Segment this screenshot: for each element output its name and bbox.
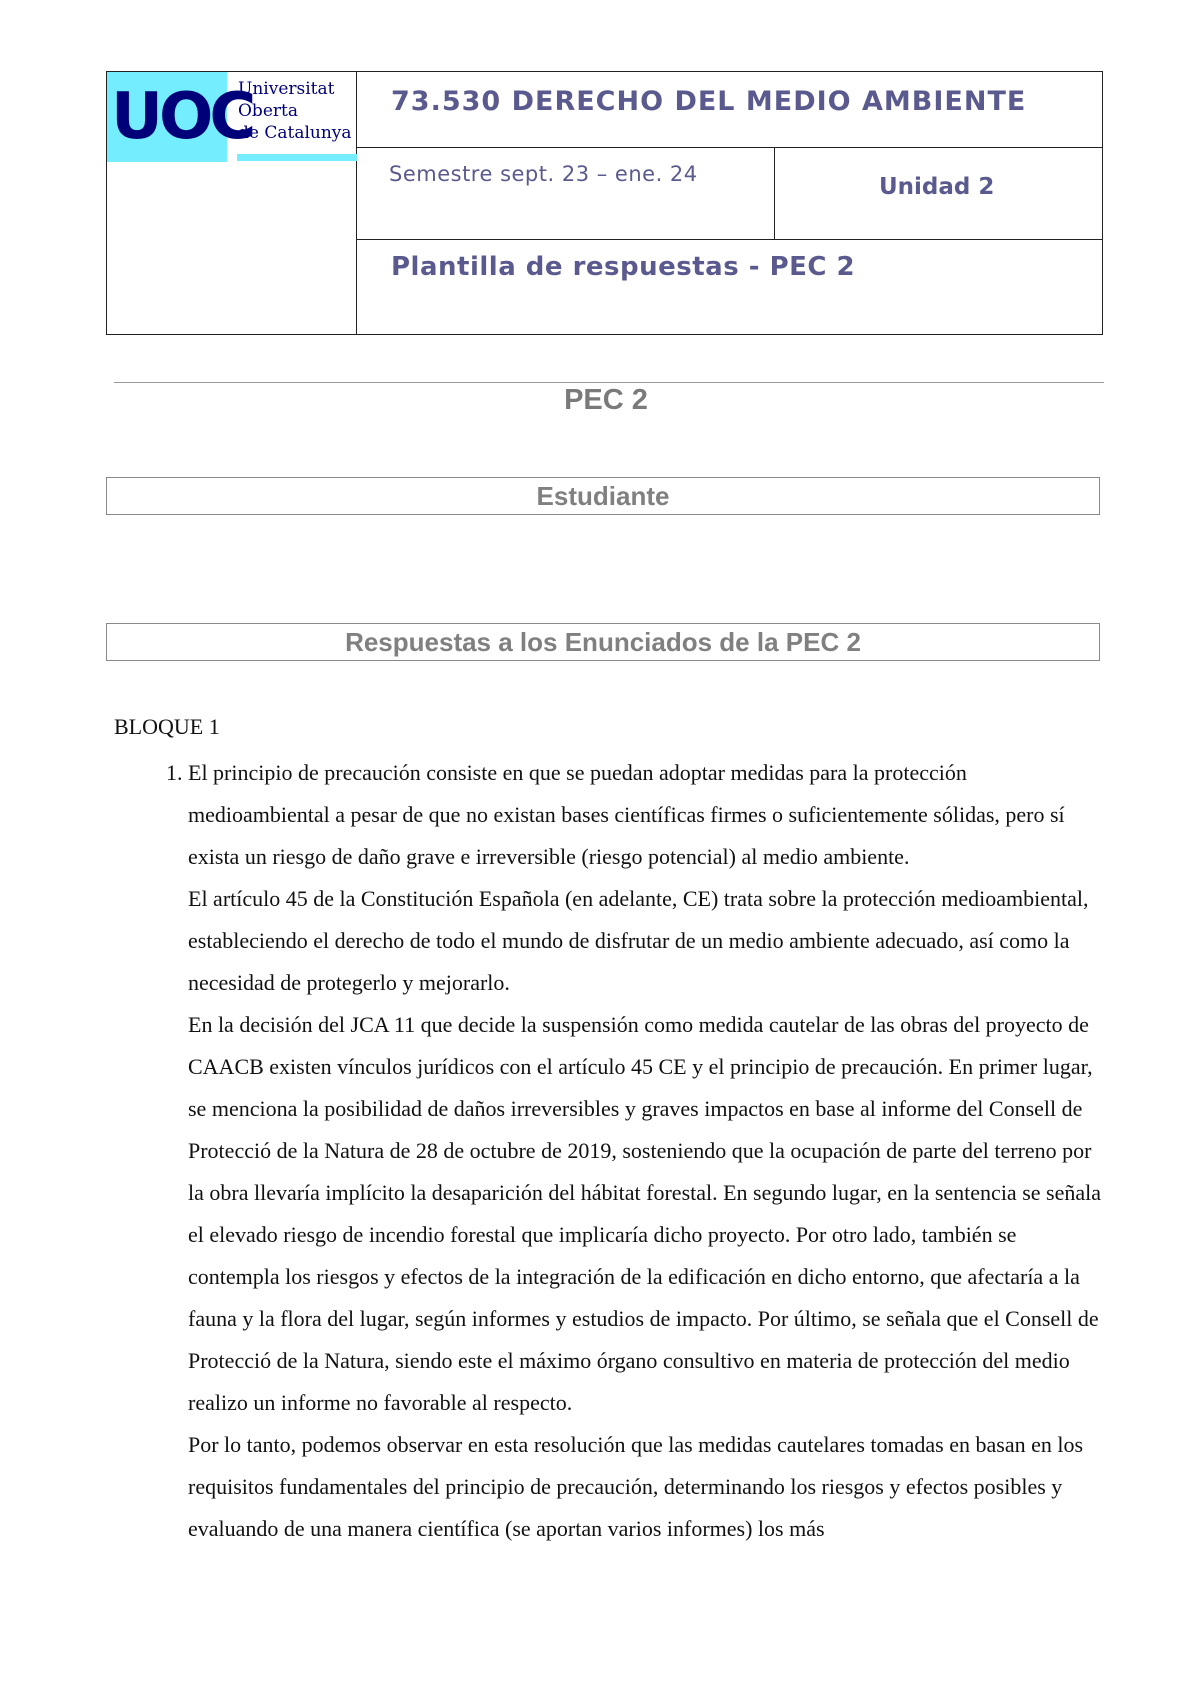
answers-title-box: Respuestas a los Enunciados de la PEC 2 (106, 623, 1100, 661)
logo-name-line-3: de Catalunya (238, 123, 352, 143)
logo-mark-text: UOC (111, 80, 253, 154)
logo-brand-bar (237, 154, 357, 161)
document-title: PEC 2 (564, 384, 648, 416)
logo-name-line-2: Oberta (238, 101, 298, 121)
template-title-cell (357, 240, 1103, 335)
logo-cell (107, 72, 357, 335)
template-title: Plantilla de respuestas - PEC 2 (391, 252, 856, 282)
semester-label: Semestre sept. 23 – ene. 24 (389, 162, 698, 186)
course-title: 73.530 DERECHO DEL MEDIO AMBIENTE (391, 86, 1027, 117)
block-title: BLOQUE 1 (114, 714, 220, 739)
logo-name-line-1: Universitat (238, 79, 335, 99)
answer-item-1 (188, 752, 1104, 1550)
unit-label: Unidad 2 (879, 174, 995, 200)
answer-paragraph-2: El artículo 45 de la Constitución Española (en adelante, CE) trata sobre la protección medioambiental, estableciendo el derecho de todo el mundo de disfrutar de un medio ambiente adecuado, así como la necesidad de protegerlo y mejorarlo. (188, 886, 1089, 995)
answer-paragraph-4: Por lo tanto, podemos observar en esta resolución que las medidas cautelares tomadas en basan en los requisitos fundamentales del principio de precaución, determinando los riesgos y efectos posibles y evaluando de una manera científica (se aportan varios informes) los más (188, 1432, 1084, 1541)
student-box: Estudiante (106, 477, 1100, 515)
unit-cell (775, 148, 1103, 240)
course-title-cell (357, 72, 1103, 148)
answer-list (114, 752, 1104, 1550)
title-divider (114, 382, 1104, 383)
answer-paragraph-3: En la decisión del JCA 11 que decide la suspensión como medida cautelar de las obras del proyecto de CAACB existen vínculos jurídicos con el artículo 45 CE y el principio de precaución. En primer lugar, se menciona la posibilidad de daños irreversibles y graves impactos en base al informe del Consell de Protecció de la Natura de 28 de octubre de 2019, sosteniendo que la ocupación de parte del terreno por la obra llevaría implícito la desaparición del hábitat forestal. En segundo lugar, en la sentencia se señala el elevado riesgo de incendio forestal que implicaría dicho proyecto. Por otro lado, también se contempla los riesgos y efectos de la integración de la edificación en dicho entorno, que afectaría a la fauna y la flora del lugar, según informes y estudios de impacto. Por último, se señala que el Consell de Protecció de la Natura, siendo este el máximo órgano consultivo en materia de protección del medio realizo un informe no favorable al respecto. (188, 1012, 1101, 1415)
answer-paragraph-1: 1. El principio de precaución consiste en que se puedan adoptar medidas para la protección medioambiental a pesar de que no existan bases científicas firmes o suficientemente sólidas, pero sí exista un riesgo de daño grave e irreversible (riesgo potencial) al medio ambiente. (188, 760, 1065, 869)
semester-cell (357, 148, 775, 240)
uoc-logo (107, 72, 357, 166)
header-table (106, 71, 1103, 335)
